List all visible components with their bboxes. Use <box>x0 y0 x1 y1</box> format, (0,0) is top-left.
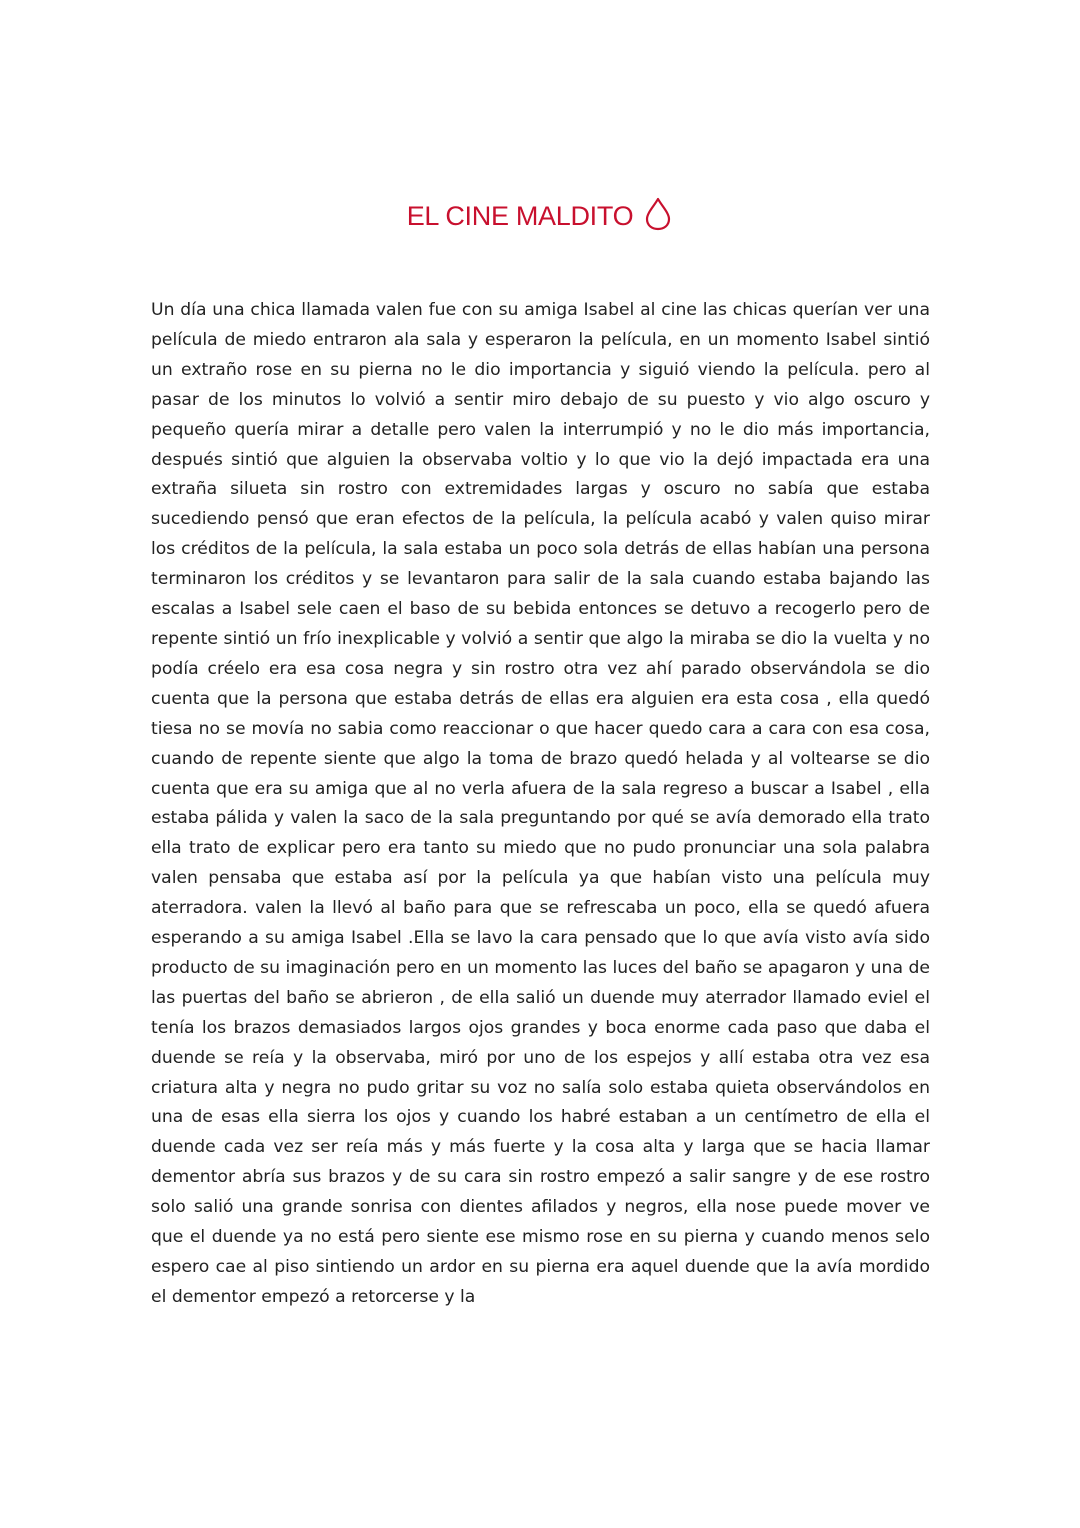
title-row <box>0 194 1080 238</box>
page-title: EL CINE MALDITO <box>406 201 634 231</box>
story-body: Un día una chica llamada valen fue con su amiga Isabel al cine las chicas querían ver una película de miedo entraron ala sala y esperaron la película, en un momento Isabel sintió un extraño rose en su pierna no le dio importancia y siguió viendo la película. pero al pasar de los minutos lo volvió a sentir miro debajo de su puesto y vio algo oscuro y pequeño quería mirar a detalle pero valen la interrumpió y no le dio más importancia, después sintió que alguien la observaba voltio y lo que vio la dejó impactada era una extraña silueta sin rostro con extremidades largas y oscuro no sabía que estaba sucediendo pensó que eran efectos de la película, la película acabó y valen quiso mirar los créditos de la película, la sala estaba un poco sola detrás de ellas habían una persona terminaron los créditos y se levantaron para salir de la sala cuando estaba bajando las escalas a Isabel sele caen el baso de su bebida entonces se detuvo a recogerlo pero de repente sintió un frío inexplicable y volvió a sentir que algo la miraba se dio la vuelta y no podía créelo era esa cosa negra y sin rostro otra vez ahí parado observándola se dio cuenta que la persona que estaba detrás de ellas era alguien era esta cosa , ella quedó tiesa no se movía no sabia como reaccionar o que hacer quedo cara a cara con esa cosa, cuando de repente siente que algo la toma de brazo quedó helada y al voltearse se dio cuenta que era su amiga que al no verla afuera de la sala regreso a buscar a Isabel , ella estaba pálida y valen la saco de la sala preguntando por qué se avía demorado ella trato ella trato de explicar pero era tanto su miedo que no pudo pronunciar una sola palabra valen pensaba que estaba así por la película ya que habían visto una película muy aterradora. valen la llevó al baño para que se refrescaba un poco, ella se quedó afuera esperando a su amiga Isabel .Ella se lavo la cara pensado que lo que avía visto avía sido producto de su imaginación pero en un momento las luces del baño se apagaron y una de las puertas del baño se abrieron , de ella salió un duende muy aterrador llamado eviel el tenía los brazos demasiados largos ojos grandes y boca enorme cada paso que daba el duende se reía y la observaba, miró por uno de los espejos y allí estaba otra vez esa criatura alta y negra no pudo gritar su voz no salía solo estaba quieta observándolos en una de esas ella sierra los ojos y cuando los habré estaban a un centímetro de ella el duende cada vez ser reía más y más fuerte y la cosa alta y larga que se hacia llamar dementor abría sus brazos y de su cara sin rostro empezó a salir sangre y de ese rostro solo salió una grande sonrisa con dientes afilados y negros, ella nose puede mover ve que el duende ya no está pero siente ese mismo rose en su pierna y cuando menos selo espero cae al piso sintiendo un ardor en su pierna era aquel duende que la avía mordido el dementor empezó a retorcerse y la <box>151 300 930 1307</box>
blood-drop-icon <box>643 196 673 232</box>
